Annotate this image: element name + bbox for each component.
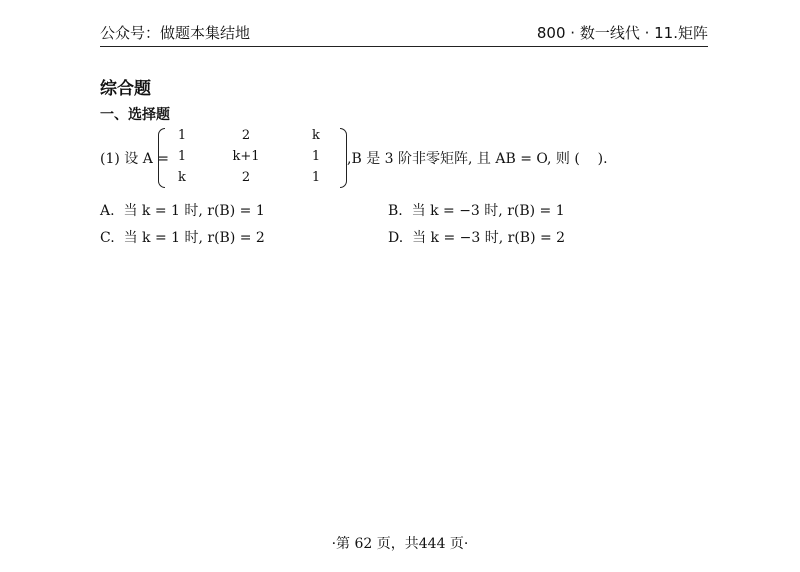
matrix-cell: 2 [241, 128, 251, 143]
option-d[interactable]: D. 当 k = −3 时, r(B) = 2 [388, 230, 566, 246]
matrix-cell: k [178, 170, 186, 185]
question-stem: ,B 是 3 阶非零矩阵, 且 AB = O, 则 ( ). [347, 151, 608, 167]
subsection-title: 一、选择题 [100, 107, 170, 123]
matrix-cell: 1 [177, 128, 187, 143]
question-prefix: (1) 设 A = [100, 151, 170, 167]
page-footer: ·第 62 页，共444 页· [331, 536, 469, 552]
section-title: 综合题 [100, 79, 151, 99]
matrix-cell: 2 [241, 170, 251, 185]
matrix-cell: k [312, 128, 320, 143]
matrix-cell: 1 [177, 149, 187, 164]
page-header [100, 20, 708, 47]
matrix-cell: 1 [311, 149, 321, 164]
matrix-right-bracket [340, 128, 347, 188]
matrix-a [158, 128, 347, 188]
matrix-cell: 1 [311, 170, 321, 185]
matrix-cell: k+1 [232, 149, 260, 164]
header-chapter: 800 · 数一线代 · 11.矩阵 [536, 24, 708, 42]
option-b[interactable]: B. 当 k = −3 时, r(B) = 1 [388, 203, 565, 219]
option-c[interactable]: C. 当 k = 1 时, r(B) = 2 [100, 230, 265, 246]
header-source: 公众号：做题本集结地 [100, 24, 251, 42]
option-a[interactable]: A. 当 k = 1 时, r(B) = 1 [100, 203, 265, 219]
question-1 [100, 128, 660, 188]
